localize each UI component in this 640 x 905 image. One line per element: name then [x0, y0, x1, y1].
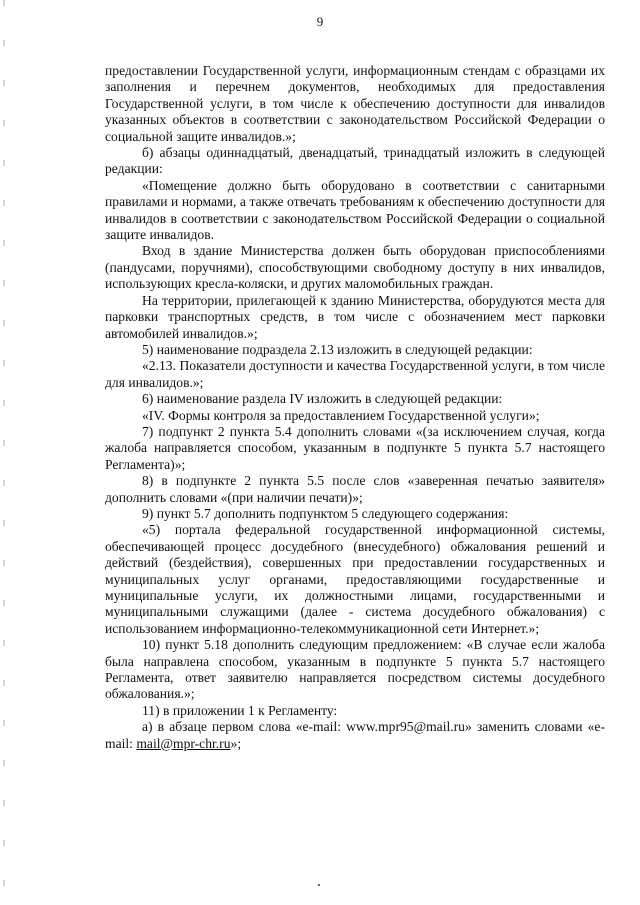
- paragraph-item-a: [105, 719, 605, 752]
- paragraph-item-5: 5) наименование подраздела 2.13 изложить в следующей редакции:: [142, 341, 533, 357]
- item-a-suffix: »;: [230, 735, 242, 751]
- paragraph-item-9: 9) пункт 5.7 дополнить подпунктом 5 следующего содержания:: [142, 505, 509, 521]
- scan-dot-artifact: [318, 884, 320, 886]
- paragraph-continuation: предоставлении Государственной услуги, информационным стендам с образцами их заполнения и перечнем документов, необходимых для предоставления Государственной услуги, в том числе к обеспечению доступности для инвалидов указанных объектов в соответствии с законодательством Российской Федерации о социальной защите инвалидов.»;: [105, 63, 605, 144]
- paragraph-item-8: 8) в подпункте 2 пункта 5.5 после слов «заверенная печатью заявителя» дополнить словами «(при наличии печати)»;: [105, 473, 605, 505]
- paragraph-parking: На территории, прилегающей к зданию Министерства, оборудуются места для парковки транспортных средств, в том числе с обозначением мест парковки автомобилей инвалидов.»;: [105, 292, 605, 341]
- item-a-text: а) в абзаце первом слова «e-mail: www.mpr95@mail.ru» заменить словами «e-mail:: [105, 719, 605, 751]
- paragraph-quote-2-13: «2.13. Показатели доступности и качества Государственной услуги, в том числе для инвалидов.»;: [105, 358, 605, 390]
- email-link[interactable]: mail@mpr-chr.ru: [136, 735, 231, 751]
- scan-edge-artifact: [3, 0, 5, 905]
- page-number: 9: [316, 14, 324, 29]
- paragraph-item-11: 11) в приложении 1 к Регламенту:: [142, 702, 338, 718]
- paragraph-quote-premises: «Помещение должно быть оборудовано в соответствии с санитарными правилами и нормами, а также отвечать требованиям к обеспечению доступности для инвалидов в соответствии с законодательством Российской Федерации о социальной защите инвалидов.: [105, 177, 605, 243]
- paragraph-item-6: 6) наименование раздела IV изложить в следующей редакции:: [142, 391, 503, 407]
- paragraph-entrance: Вход в здание Министерства должен быть оборудован приспособлениями (пандусами, поручнями), способствующими свободному доступу в них инвалидов, использующих кресла-коляски, и других маломобильных граждан.: [105, 243, 605, 292]
- document-body: [105, 63, 605, 752]
- paragraph-quote-iv: «IV. Формы контроля за предоставлением Государственной услуги»;: [142, 407, 540, 423]
- paragraph-item-b: б) абзацы одиннадцатый, двенадцатый, тринадцатый изложить в следующей редакции:: [105, 145, 605, 177]
- paragraph-quote-5-portal: «5) портала федеральной государственной информационной системы, обеспечивающей процесс досудебного (внесудебного) обжалования решений и действий (бездействия), совершенных при предоставлении государственных и муниципальных услуг органами, предоставляющими государственные и муниципальные услуги, их должностными лицами, государственными и муниципальными служащими (далее - система досудебного обжалования) с использованием информационно-телекоммуникационной сети Интернет.»;: [105, 522, 605, 636]
- paragraph-item-10: 10) пункт 5.18 дополнить следующим предложением: «В случае если жалоба была направлена способом, указанным в подпункте 5 пункта 5.7 настоящего Регламента, ответ заявителю направляется посредством системы досудебного обжалования.»;: [105, 637, 605, 702]
- paragraph-item-7: 7) подпункт 2 пункта 5.4 дополнить словами «(за исключением случая, когда жалоба направляется способом, указанным в подпункте 5 пункта 5.7 настоящего Регламента)»;: [105, 423, 605, 472]
